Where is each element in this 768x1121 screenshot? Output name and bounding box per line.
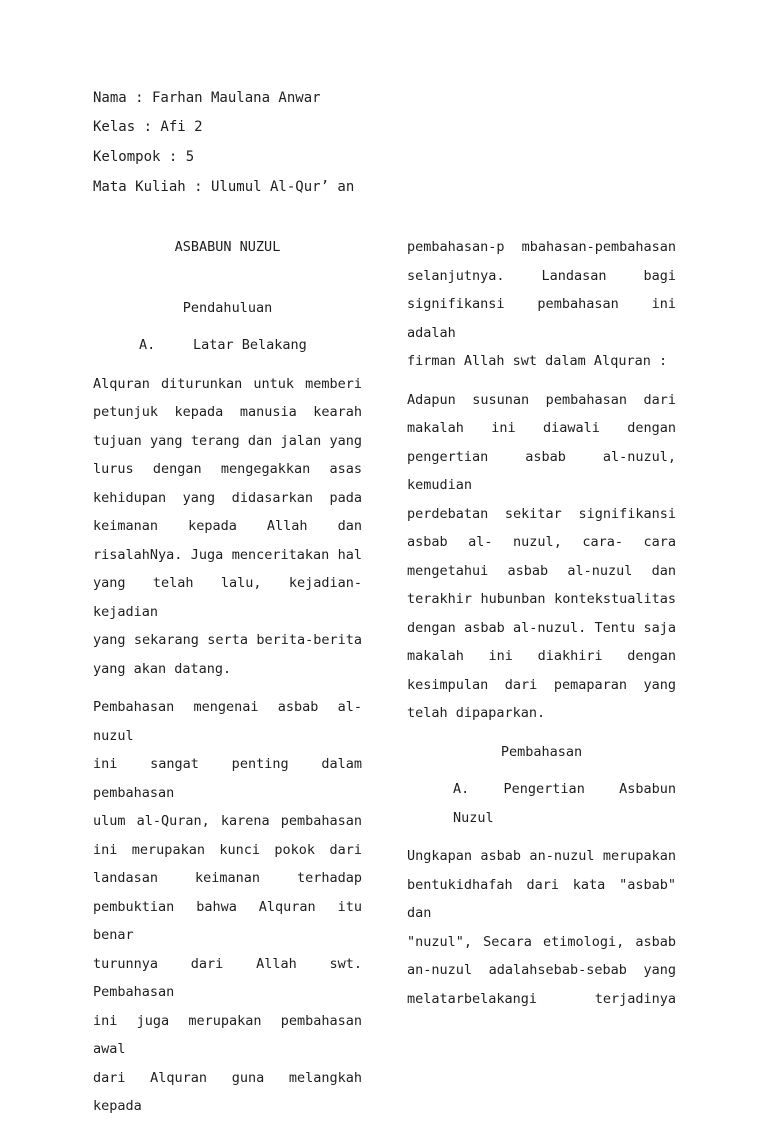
paragraph-line: selanjutnya. Landasan bagi <box>407 267 676 284</box>
paragraph-line: pembahasan-p mbahasan-pembahasan <box>407 239 676 255</box>
student-group: Kelompok : 5 <box>93 149 195 165</box>
paragraph-line: bentukidhafah dari kata "asbab" dan <box>407 876 676 921</box>
subsection-title-line: Nuzul <box>453 809 494 826</box>
subsection-heading-latar-belakang <box>93 331 362 360</box>
document-title: ASBABUN NUZUL <box>174 239 281 255</box>
paragraph-line: yang akan datang. <box>93 660 232 677</box>
course-name: Mata Kuliah : Ulumul Al-Qur’ an <box>93 179 355 195</box>
paragraph-importance <box>93 693 362 1121</box>
paragraph-line: telah dipaparkan. <box>407 705 546 721</box>
right-column <box>407 233 676 1013</box>
paragraph-line: ini sangat penting dalam pembahasan <box>93 756 362 801</box>
paragraph-line: dengan asbab al-nuzul. Tentu saja <box>407 619 676 636</box>
student-class: Kelas : Afi 2 <box>93 119 203 135</box>
paragraph-line: firman Allah swt dalam Alquran : <box>407 353 668 369</box>
paragraph-line: turunnya dari Allah swt. Pembahasan <box>93 955 362 1000</box>
paragraph-line: pembuktian bahwa Alquran itu benar <box>93 898 362 943</box>
paragraph-line: Ungkapan asbab an-nuzul merupakan <box>407 848 676 864</box>
paragraph-line: mengetahui asbab al-nuzul dan <box>407 562 676 579</box>
paragraph-line: signifikansi pembahasan ini adalah <box>407 296 676 341</box>
paragraph-line: pengertian asbab al-nuzul, kemudian <box>407 448 676 493</box>
paragraph-line: yang sekarang serta berita-berita <box>93 632 362 648</box>
paragraph-line: risalahNya. Juga menceritakan hal <box>93 546 362 563</box>
paragraph-definition <box>407 842 676 1013</box>
paragraph-line: "nuzul", Secara etimologi, asbab <box>407 933 676 950</box>
paragraph-line: asbab al- nuzul, cara- cara <box>407 534 676 550</box>
student-name: Nama : Farhan Maulana Anwar <box>93 90 321 106</box>
paragraph-line: kesimpulan dari pemaparan yang <box>407 676 676 693</box>
section-heading-pembahasan: Pembahasan <box>500 743 583 760</box>
paragraph-line: melatarbelakangi terjadinya <box>407 990 676 1007</box>
paragraph-line: keimanan kepada Allah dan <box>93 518 362 534</box>
paragraph-line: Adapun susunan pembahasan dari <box>407 391 676 408</box>
paragraph-line: terakhir hubunban kontekstualitas <box>407 591 676 607</box>
paragraph-line: perdebatan sekitar signifikansi <box>407 505 676 522</box>
left-column <box>93 233 362 1121</box>
paragraph-structure <box>407 386 676 728</box>
paragraph-line: yang telah lalu, kejadian-kejadian <box>93 575 362 620</box>
subsection-title: Latar Belakang <box>193 337 307 353</box>
section-heading-pendahuluan: Pendahuluan <box>182 299 273 316</box>
paragraph-intro <box>93 370 362 684</box>
paragraph-line: ulum al-Quran, karena pembahasan <box>93 813 362 829</box>
paragraph-line: makalah ini diawali dengan <box>407 420 676 436</box>
paragraph-line: lurus dengan mengegakkan asas <box>93 461 362 477</box>
subsection-heading-pengertian <box>407 775 676 832</box>
subsection-title-line: A. Pengertian Asbabun <box>453 781 676 797</box>
paragraph-line: ini merupakan kunci pokok dari <box>93 841 362 858</box>
paragraph-line: kehidupan yang didasarkan pada <box>93 489 362 506</box>
paragraph-line: Alquran diturunkan untuk memberi <box>93 375 362 392</box>
paragraph-line: ini juga merupakan pembahasan awal <box>93 1012 362 1057</box>
paragraph-line: dari Alquran guna melangkah kepada <box>93 1069 362 1114</box>
paragraph-continuation <box>407 233 676 376</box>
subsection-letter: A. <box>139 337 156 353</box>
paragraph-line: an-nuzul adalahsebab-sebab yang <box>407 962 676 978</box>
paragraph-line: petunjuk kepada manusia kearah <box>93 404 362 420</box>
paragraph-line: tujuan yang terang dan jalan yang <box>93 432 362 449</box>
paragraph-line: landasan keimanan terhadap <box>93 870 362 886</box>
paragraph-line: makalah ini diakhiri dengan <box>407 648 676 664</box>
paragraph-line: Pembahasan mengenai asbab al-nuzul <box>93 699 362 744</box>
